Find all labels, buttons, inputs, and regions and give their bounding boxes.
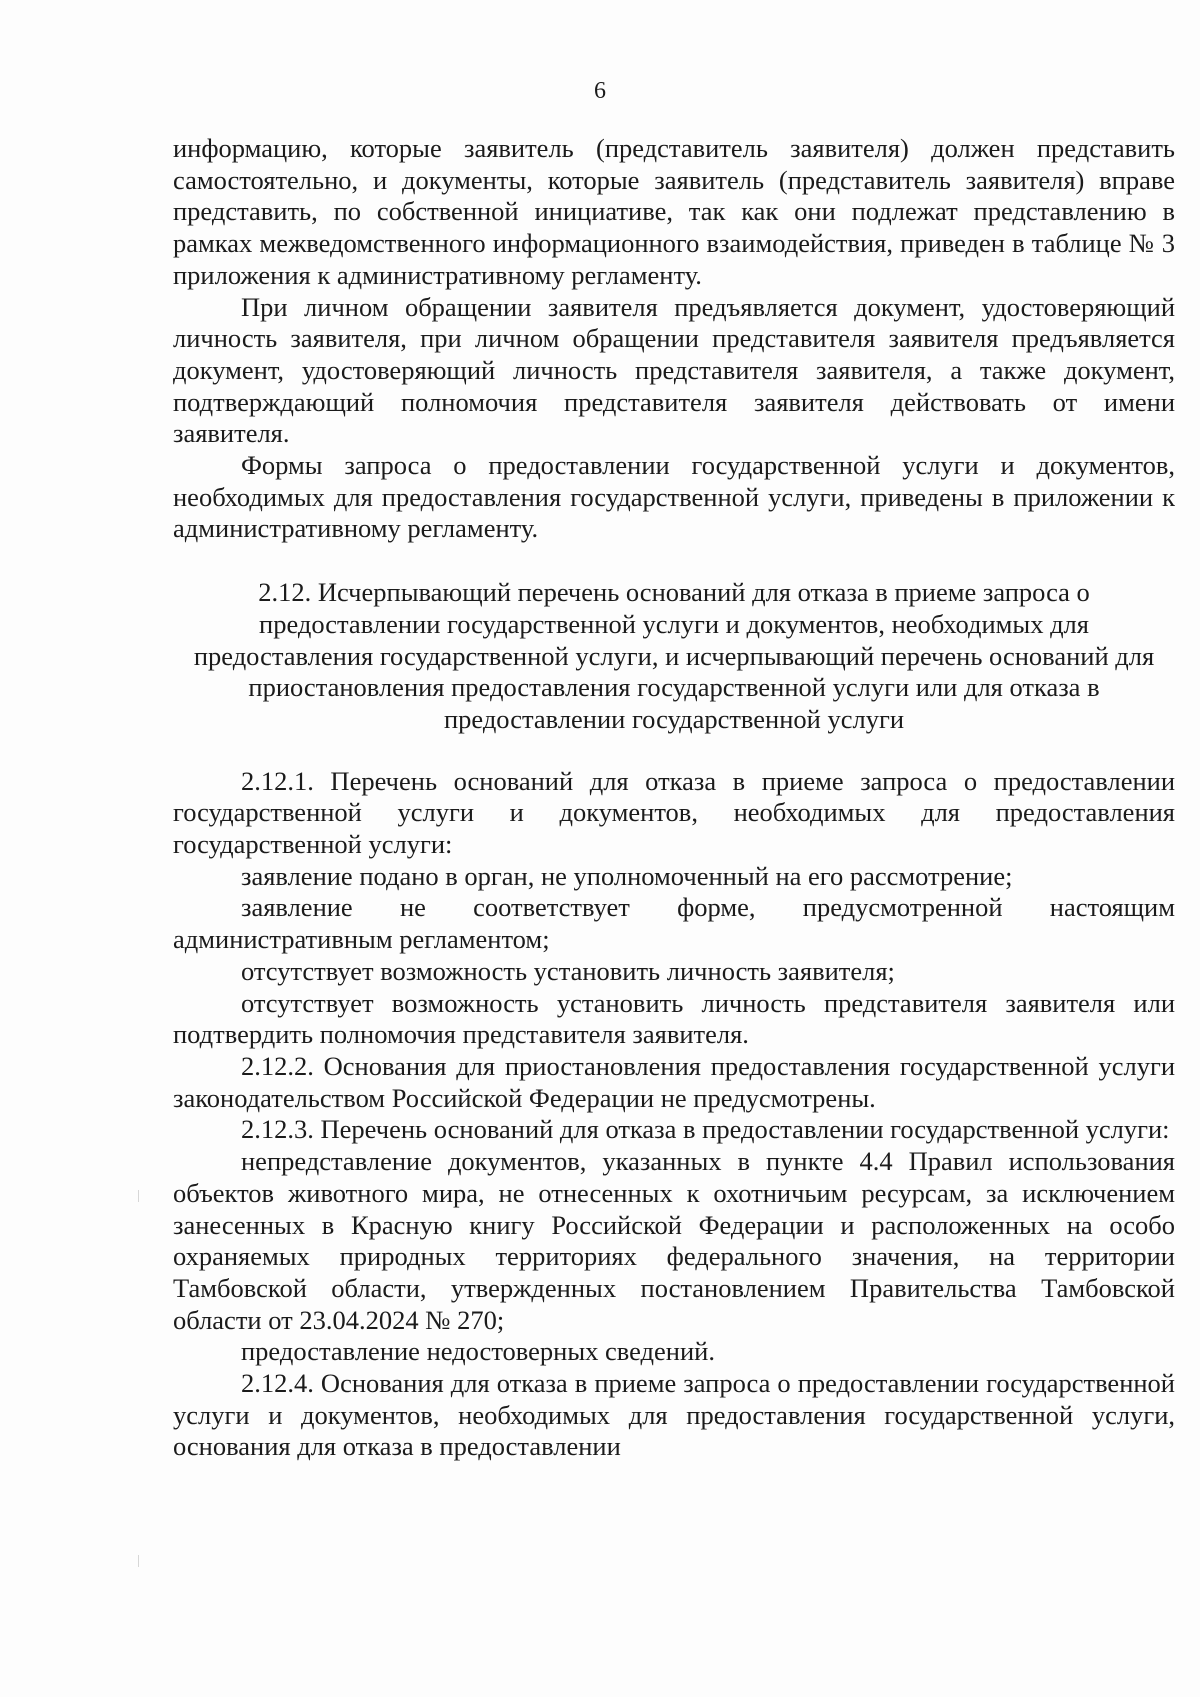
- scan-edge-mark: [138, 1555, 139, 1567]
- paragraph: информацию, которые заявитель (представитель заявителя) должен представить самостоятельно, и документы, которые заявитель (представитель заявителя) вправе представить, по собственной инициативе, так как они подлежат представлению в рамках межведомственного информационного взаимодействия, приведен в таблице № 3 приложения к административному регламенту.: [173, 133, 1175, 290]
- list-item: предоставление недостоверных сведений.: [241, 1336, 715, 1367]
- list-item: отсутствует возможность установить личность представителя заявителя или подтвердить полномочия представителя заявителя.: [173, 987, 1175, 1050]
- list-item: отсутствует возможность установить личность заявителя;: [241, 955, 895, 986]
- spacer: [173, 736, 1175, 766]
- paragraph: 2.12.1. Перечень оснований для отказа в приеме запроса о предоставлении государственной услуги и документов, необходимых для предоставления государственной услуги:: [173, 765, 1175, 860]
- paragraph: 2.12.2. Основания для приостановления предоставления государственной услуги законодательством Российской Федерации не предусмотрены.: [173, 1050, 1175, 1113]
- list-item: заявление подано в орган, не уполномоченный на его рассмотрение;: [241, 860, 1013, 891]
- paragraph: 2.12.3. Перечень оснований для отказа в предоставлении государственной услуги:: [241, 1114, 1170, 1145]
- list-item: непредставление документов, указанных в пункте 4.4 Правил использования объектов животного мира, не отнесенных к охотничьим ресурсам, за исключением занесенных в Красную книгу Российской Федерации и расположенных на особо охраняемых природных территориях федерального значения, на территории Тамбовской области, утвержденных постановлением Правительства Тамбовской области от 23.04.2024 № 270;: [173, 1146, 1175, 1335]
- list-item: заявление не соответствует форме, предусмотренной настоящим административным регламентом;: [173, 892, 1175, 955]
- section-heading: 2.12. Исчерпывающий перечень оснований для отказа в приеме запроса о предоставлении государственной услуги и документов, необходимых для предоставления государственной услуги, и исчерпывающий перечень оснований для приостановления предоставления государственной услуги или для отказа в предоставлении государственной услуги: [193, 577, 1155, 734]
- page-number: 6: [594, 78, 606, 104]
- spacer: [173, 545, 1175, 577]
- paragraph: Формы запроса о предоставлении государственной услуги и документов, необходимых для предоставления государственной услуги, приведены в приложении к административному регламенту.: [173, 450, 1175, 544]
- scan-edge-mark: [138, 1190, 139, 1202]
- paragraph: 2.12.4. Основания для отказа в приеме запроса о предоставлении государственной услуги и документов, необходимых для предоставления государственной услуги, основания для отказа в предоставлении: [173, 1368, 1175, 1462]
- document-body: [173, 133, 1175, 1463]
- paragraph: При личном обращении заявителя предъявляется документ, удостоверяющий личность заявителя, при личном обращении представителя заявителя предъявляется документ, удостоверяющий личность представителя заявителя, а также документ, подтверждающий полномочия представителя заявителя действовать от имени заявителя.: [173, 291, 1175, 449]
